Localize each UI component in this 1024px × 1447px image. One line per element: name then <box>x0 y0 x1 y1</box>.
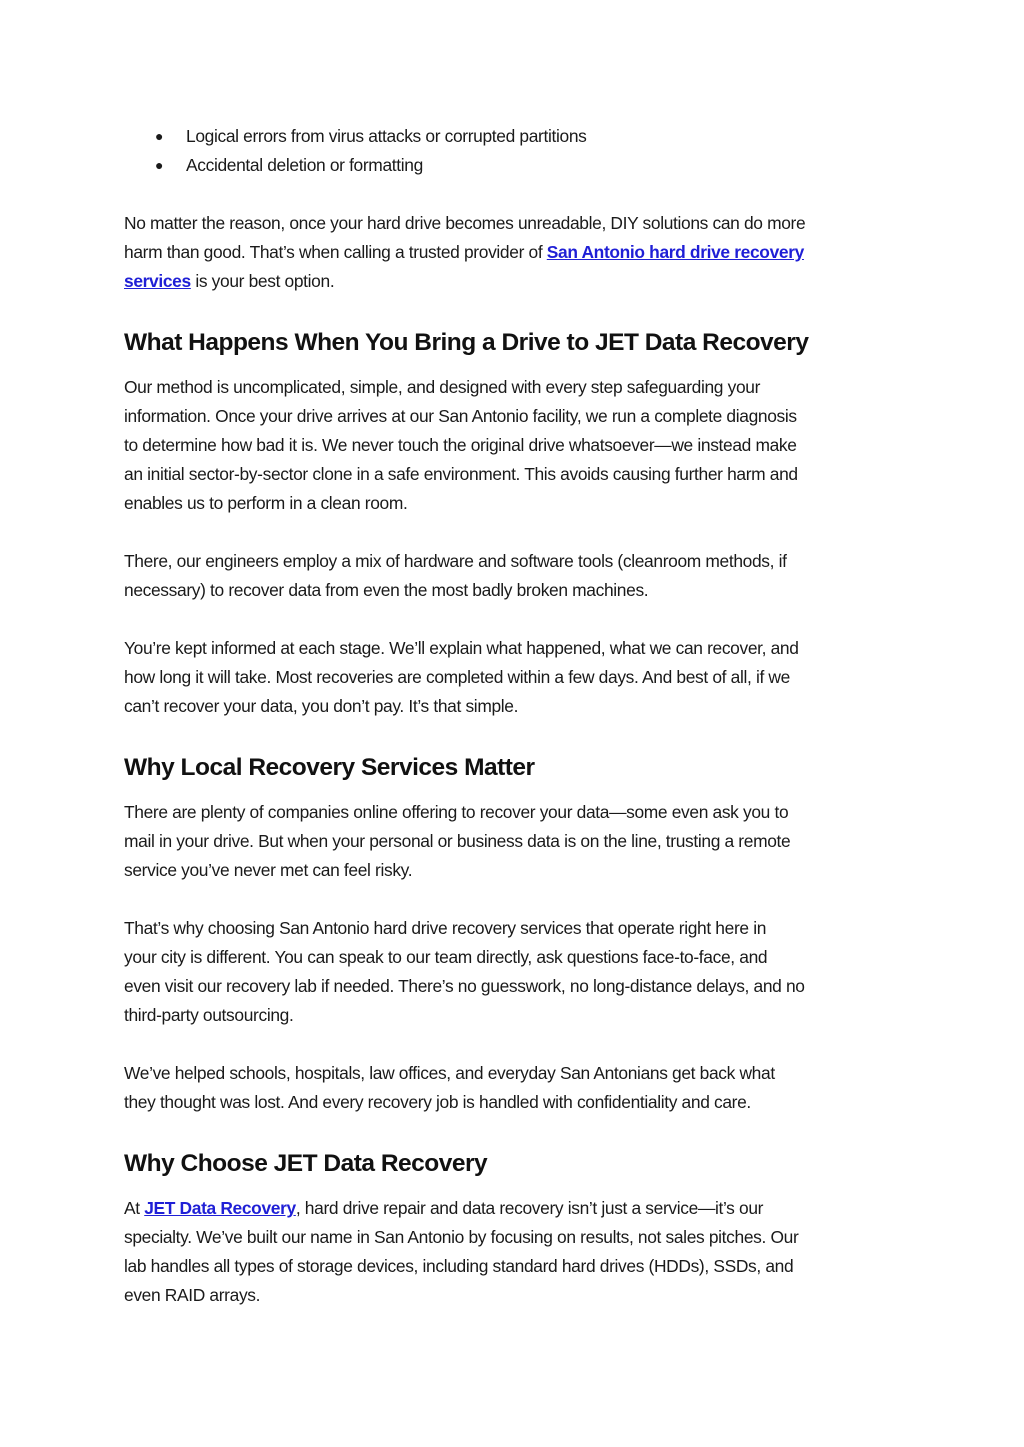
bullet-icon: ● <box>155 128 164 144</box>
text-line <box>124 402 914 431</box>
text-line <box>124 547 914 576</box>
text-segment: harm than good. That’s when calling a trusted provider of <box>124 242 547 262</box>
text-segment: At <box>124 1198 145 1218</box>
bullet-list <box>124 122 914 180</box>
document-page <box>124 122 914 1339</box>
paragraph <box>124 914 914 1030</box>
section-heading: What Happens When You Bring a Drive to JET Data Recovery <box>124 329 809 356</box>
text-line <box>124 238 914 267</box>
text-segment: , hard drive repair and data recovery isn’t just a service—it’s our <box>295 1198 764 1218</box>
text-segment: lab handles all types of storage devices, including standard hard drives (HDDs), SSDs, and <box>124 1256 794 1276</box>
text-segment: service you’ve never met can feel risky. <box>124 860 413 880</box>
text-segment: how long it will take. Most recoveries are completed within a few days. And best of all, if we <box>124 667 790 687</box>
text-segment: can’t recover your data, you don’t pay. It’s that simple. <box>124 696 519 716</box>
text-segment: third-party outsourcing. <box>124 1005 294 1025</box>
text-line <box>124 663 914 692</box>
text-line <box>124 460 914 489</box>
text-segment: even visit our recovery lab if needed. There’s no guesswork, no long-distance delays, and no <box>124 976 805 996</box>
text-segment: your city is different. You can speak to our team directly, ask questions face-to-face, and <box>124 947 768 967</box>
list-item <box>124 151 914 180</box>
hyperlink[interactable]: JET Data Recovery <box>144 1198 296 1218</box>
text-segment: information. Once your drive arrives at our San Antonio facility, we run a complete diagnosis <box>124 406 797 426</box>
text-line <box>124 1001 914 1030</box>
text-line <box>124 576 914 605</box>
text-segment: Our method is uncomplicated, simple, and designed with every step safeguarding your <box>124 377 761 397</box>
text-line <box>124 1059 914 1088</box>
text-line <box>124 798 914 827</box>
paragraph <box>124 798 914 885</box>
text-segment: is your best option. <box>190 271 335 291</box>
bullet-icon: ● <box>155 157 164 173</box>
text-segment: an initial sector-by-sector clone in a safe environment. This avoids causing further harm and <box>124 464 798 484</box>
text-segment: specialty. We’ve built our name in San Antonio by focusing on results, not sales pitches. Our <box>124 1227 799 1247</box>
text-segment: You’re kept informed at each stage. We’ll explain what happened, what we can recover, and <box>124 638 799 658</box>
text-line <box>124 943 914 972</box>
text-segment: mail in your drive. But when your personal or business data is on the line, trusting a remote <box>124 831 791 851</box>
paragraph <box>124 373 914 518</box>
hyperlink[interactable]: services <box>124 271 191 291</box>
text-line <box>124 692 914 721</box>
text-line <box>124 972 914 1001</box>
list-item <box>124 122 914 151</box>
paragraph <box>124 1059 914 1117</box>
text-line <box>124 489 914 518</box>
text-segment: There are plenty of companies online offering to recover your data—some even ask you to <box>124 802 789 822</box>
text-line <box>124 267 914 296</box>
text-segment: enables us to perform in a clean room. <box>124 493 408 513</box>
paragraph <box>124 634 914 721</box>
text-segment: to determine how bad it is. We never touch the original drive whatsoever—we instead make <box>124 435 797 455</box>
text-segment: necessary) to recover data from even the most badly broken machines. <box>124 580 649 600</box>
text-line <box>124 431 914 460</box>
paragraph <box>124 547 914 605</box>
text-line <box>124 373 914 402</box>
section-heading: Why Choose JET Data Recovery <box>124 1150 488 1177</box>
text-line <box>124 1088 914 1117</box>
text-line <box>124 634 914 663</box>
text-segment: There, our engineers employ a mix of hardware and software tools (cleanroom methods, if <box>124 551 787 571</box>
text-line <box>124 1194 914 1223</box>
text-segment: We’ve helped schools, hospitals, law offices, and everyday San Antonians get back what <box>124 1063 775 1083</box>
text-line <box>124 1281 914 1310</box>
text-line <box>124 856 914 885</box>
section-heading: Why Local Recovery Services Matter <box>124 754 535 781</box>
paragraph <box>124 209 914 296</box>
text-segment: even RAID arrays. <box>124 1285 261 1305</box>
text-segment: Logical errors from virus attacks or corrupted partitions <box>186 126 587 146</box>
text-line <box>124 1223 914 1252</box>
text-line <box>124 827 914 856</box>
paragraph <box>124 1194 914 1310</box>
text-line <box>124 914 914 943</box>
hyperlink[interactable]: San Antonio hard drive recovery <box>546 242 804 262</box>
text-segment: That’s why choosing San Antonio hard drive recovery services that operate right here in <box>124 918 767 938</box>
text-segment: Accidental deletion or formatting <box>186 155 423 175</box>
text-segment: they thought was lost. And every recovery job is handled with confidentiality and care. <box>124 1092 751 1112</box>
text-line <box>124 209 914 238</box>
text-segment: No matter the reason, once your hard drive becomes unreadable, DIY solutions can do more <box>124 213 806 233</box>
text-line <box>124 1252 914 1281</box>
